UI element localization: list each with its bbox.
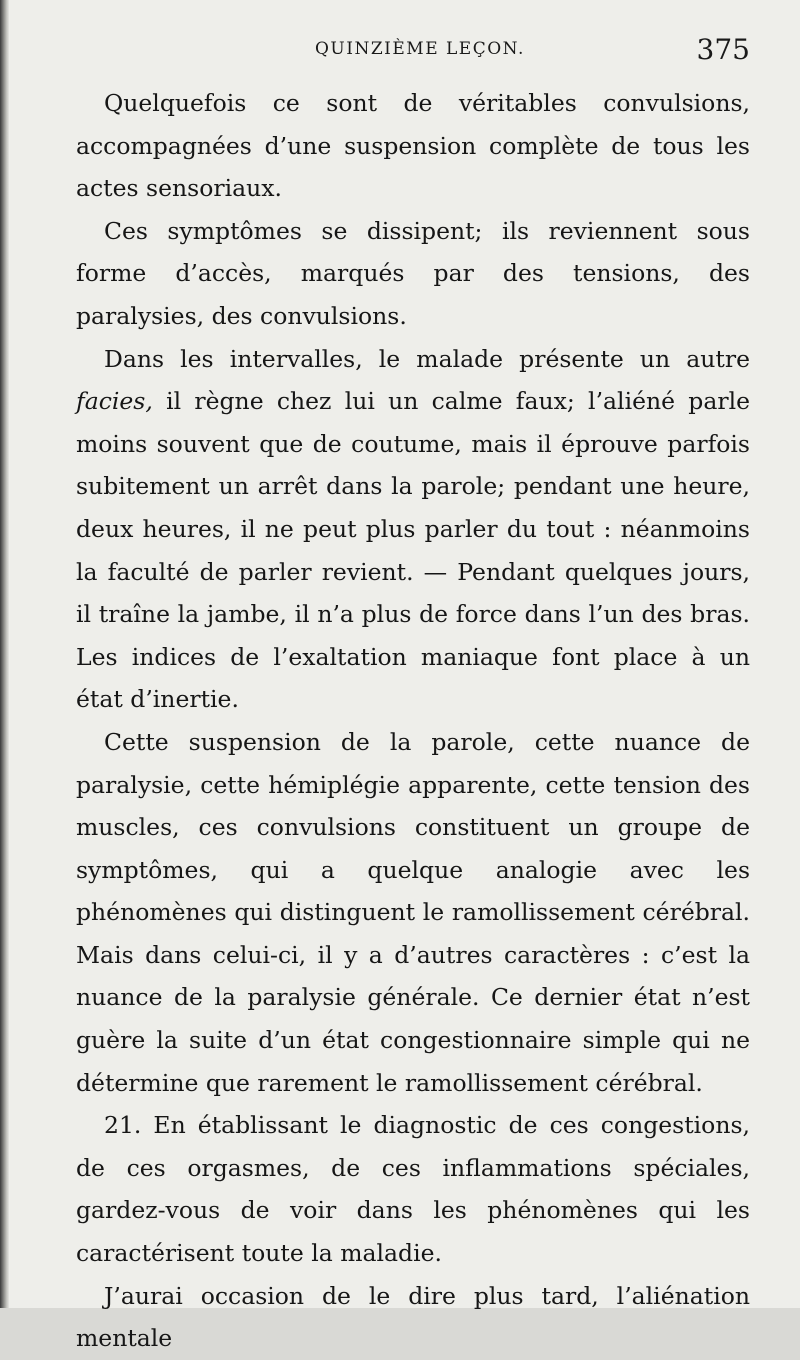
running-title: QUINZIÈME LEÇON. <box>315 39 525 59</box>
page-number: 375 <box>696 33 750 66</box>
paragraph: Cette suspension de la parole, cette nuance de paralysie, cette hémiplégie apparente, cette tension des muscles, ces convulsions constituent un groupe de symptômes, qui a quelque analogie avec les phénomènes qui distinguent le ramollissement cérébral. Mais dans celui-ci, il y a d’autres caractères : c’est la nuance de la paralysie générale. Ce dernier état n’est guère la suite d’un état congestionnaire simple qui ne détermine que rarement le ramollissement cérébral. <box>76 727 750 1097</box>
paragraph <box>76 338 750 721</box>
paragraph: Quelquefois ce sont de véritables convulsions, accompagnées d’une suspension complète de tous les actes sensoriaux. <box>76 89 750 203</box>
running-head <box>76 33 750 69</box>
page-gutter-edge <box>0 0 9 1308</box>
text-body <box>76 82 750 1360</box>
paragraph-text: Dans les intervalles, le malade présente un autre <box>104 344 750 373</box>
italic-term: facies, <box>76 387 153 416</box>
paragraph: Ces symptômes se dissipent; ils reviennent sous forme d’accès, marqués par des tensions, des paralysies, des convulsions. <box>76 216 750 330</box>
paragraph: J’aurai occasion de le dire plus tard, l’aliénation mentale <box>76 1281 750 1353</box>
paragraph: 21. En établissant le diagnostic de ces congestions, de ces orgasmes, de ces inflammations spéciales, gardez-vous de voir dans les phénomènes qui les caractérisent toute la maladie. <box>76 1111 750 1268</box>
paragraph-text: il règne chez lui un calme faux; l’aliéné parle moins souvent que de coutume, mais il éprouve parfois subitement un arrêt dans la parole; pendant une heure, deux heures, il ne peut plus parler du tout : néanmoins la faculté de parler revient. — Pendant quelques jours, il traîne la jambe, il n’a plus de force dans l’un des bras. Les indices de l’exaltation maniaque font place à un état d’inertie. <box>76 387 750 714</box>
